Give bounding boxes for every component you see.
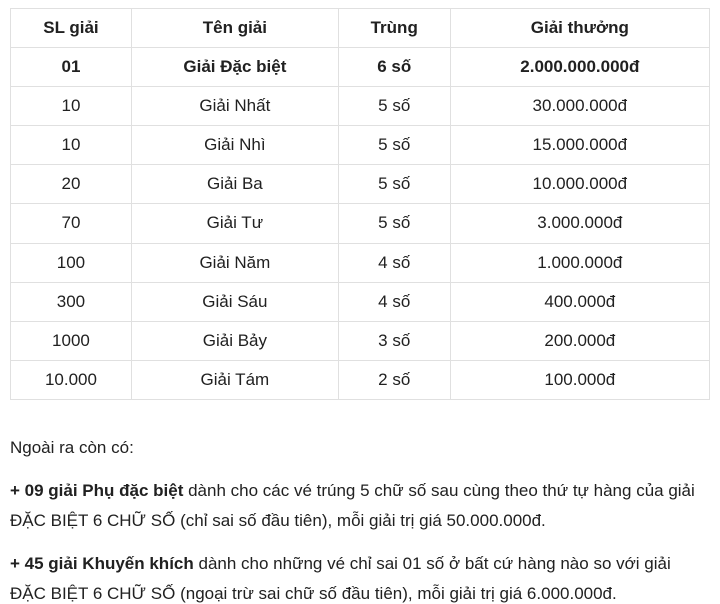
cell-ten: Giải Nhất [131, 87, 338, 126]
table-row [11, 48, 710, 87]
cell-trung: 4 số [338, 243, 450, 282]
cell-trung: 6 số [338, 48, 450, 87]
cell-trung: 2 số [338, 360, 450, 399]
cell-ten: Giải Ba [131, 165, 338, 204]
table-row [11, 243, 710, 282]
cell-thuong: 2.000.000.000đ [450, 48, 709, 87]
cell-ten: Giải Đặc biệt [131, 48, 338, 87]
header-ten-giai: Tên giải [131, 9, 338, 48]
cell-ten: Giải Tám [131, 360, 338, 399]
cell-sl: 10 [11, 126, 132, 165]
note-khuyen-khich-lead: + 45 giải Khuyến khích [10, 553, 194, 573]
cell-thuong: 100.000đ [450, 360, 709, 399]
header-trung: Trùng [338, 9, 450, 48]
cell-sl: 1000 [11, 321, 132, 360]
table-row [11, 165, 710, 204]
cell-thuong: 3.000.000đ [450, 204, 709, 243]
cell-ten: Giải Nhì [131, 126, 338, 165]
header-giai-thuong: Giải thưởng [450, 9, 709, 48]
header-row [11, 9, 710, 48]
table-row [11, 282, 710, 321]
header-sl-giai: SL giải [11, 9, 132, 48]
cell-trung: 5 số [338, 165, 450, 204]
cell-thuong: 15.000.000đ [450, 126, 709, 165]
cell-trung: 5 số [338, 126, 450, 165]
cell-sl: 10.000 [11, 360, 132, 399]
cell-thuong: 200.000đ [450, 321, 709, 360]
cell-sl: 01 [11, 48, 132, 87]
notes-section [10, 433, 710, 604]
cell-trung: 5 số [338, 204, 450, 243]
cell-ten: Giải Tư [131, 204, 338, 243]
cell-thuong: 400.000đ [450, 282, 709, 321]
notes-intro: Ngoài ra còn có: [10, 437, 134, 457]
table-row [11, 126, 710, 165]
cell-thuong: 1.000.000đ [450, 243, 709, 282]
cell-ten: Giải Sáu [131, 282, 338, 321]
cell-trung: 5 số [338, 87, 450, 126]
cell-ten: Giải Năm [131, 243, 338, 282]
prize-table-body [11, 48, 710, 400]
cell-sl: 100 [11, 243, 132, 282]
cell-ten: Giải Bảy [131, 321, 338, 360]
note-khuyen-khich-text: dành cho những vé chỉ sai 01 số ở bất cứ hàng nào so với giải ĐẶC BIỆT 6 CHỮ SỐ (ngoại trừ sai chữ số đầu tiên), mỗi giải trị giá 6.000.000đ. [10, 553, 671, 603]
note-phu-dac-biet-text: dành cho các vé trúng 5 chữ số sau cùng theo thứ tự hàng của giải ĐẶC BIỆT 6 CHỮ SỐ (chỉ sai số đầu tiên), mỗi giải trị giá 50.000.000đ. [10, 480, 695, 530]
note-khuyen-khich [10, 549, 710, 604]
table-row [11, 204, 710, 243]
prize-table-header [11, 9, 710, 48]
cell-sl: 20 [11, 165, 132, 204]
cell-sl: 10 [11, 87, 132, 126]
table-row [11, 360, 710, 399]
cell-thuong: 30.000.000đ [450, 87, 709, 126]
prize-table [10, 8, 710, 400]
cell-thuong: 10.000.000đ [450, 165, 709, 204]
cell-sl: 300 [11, 282, 132, 321]
cell-trung: 4 số [338, 282, 450, 321]
table-row [11, 321, 710, 360]
table-row [11, 87, 710, 126]
cell-sl: 70 [11, 204, 132, 243]
note-phu-dac-biet-lead: + 09 giải Phụ đặc biệt [10, 480, 184, 500]
cell-trung: 3 số [338, 321, 450, 360]
note-phu-dac-biet [10, 476, 710, 536]
